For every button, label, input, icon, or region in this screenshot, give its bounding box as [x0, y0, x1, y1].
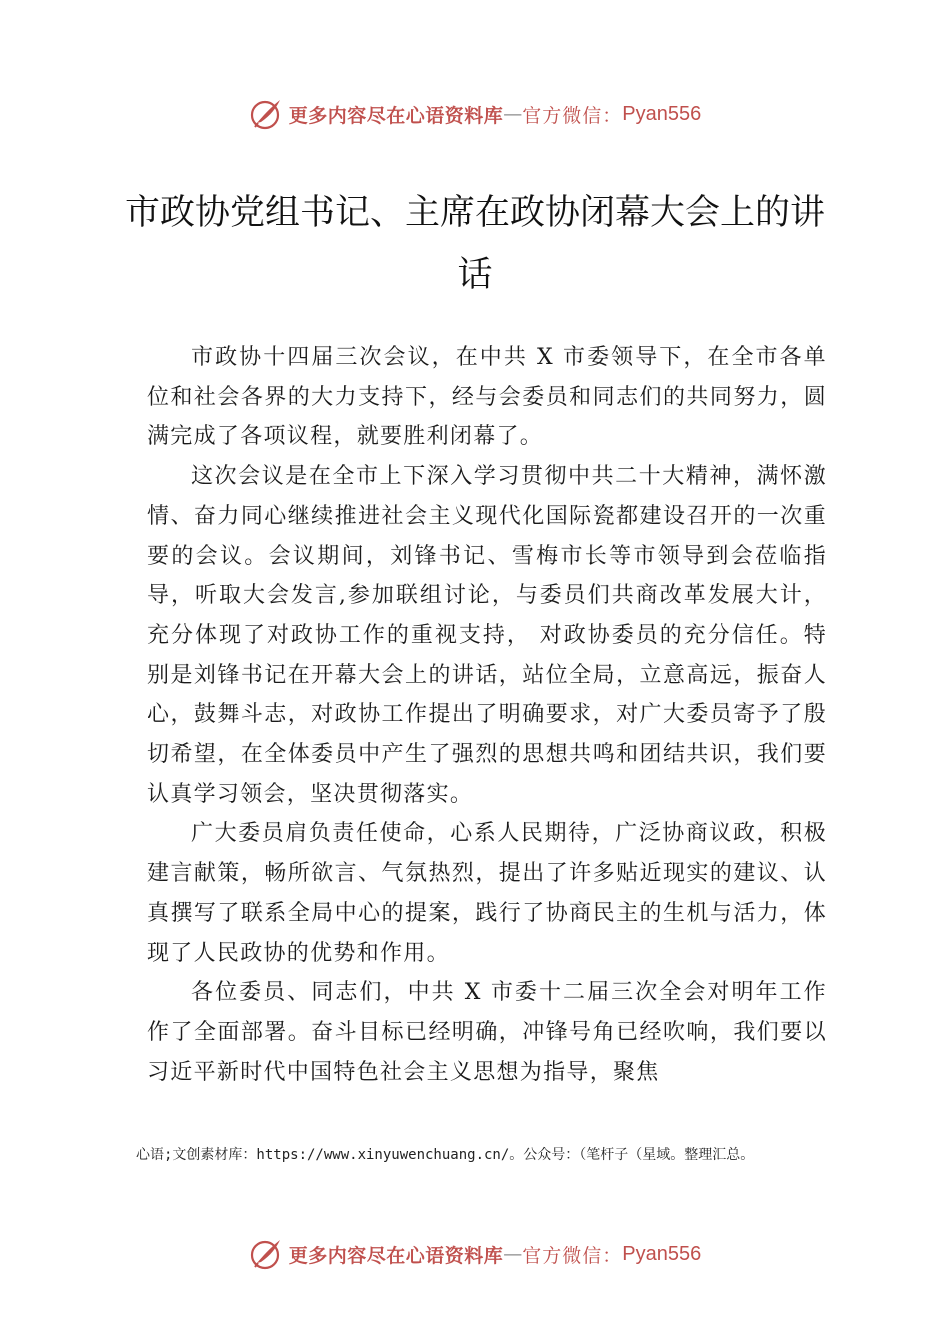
banner-wechat-label: 官方微信：: [522, 104, 623, 127]
quill-pen-logo-icon: [249, 96, 285, 132]
quill-pen-logo-icon: [249, 1236, 285, 1272]
paragraph: 市政协十四届三次会议，在中共 X 市委领导下，在全市各单位和社会各界的大力支持下，经与会委员和同志们的共同努力，圆满完成了各项议程，就要胜利闭幕了。: [147, 345, 827, 450]
document-body: [147, 338, 827, 1092]
banner-wechat-label: 官方微信：: [522, 1244, 623, 1267]
top-banner: [0, 94, 950, 134]
footer-note: 心语;文创素材库：https://www.xinyuwenchuang.cn/。公众号：（笔杆子（星域。整理汇总。: [136, 1147, 755, 1163]
banner-wechat-id: Pyan556: [622, 1242, 702, 1265]
paragraph: 广大委员肩负责任使命，心系人民期待，广泛协商议政，积极建言献策，畅所欲言、气氛热烈，提出了许多贴近现实的建议、认真撰写了联系全局中心的提案，践行了协商民主的生机与活力，体现了人民政协的优势和作用。: [147, 821, 827, 966]
bottom-banner: [0, 1234, 950, 1274]
banner-separator: —: [503, 1243, 523, 1265]
banner-separator: —: [503, 103, 523, 125]
paragraph: 这次会议是在全市上下深入学习贯彻中共二十大精神，满怀激情、奋力同心继续推进社会主义现代化国际瓷都建设召开的一次重要的会议。会议期间，刘锋书记、雪梅市长等市领导到会莅临指导，听取大会发言,参加联组讨论，与委员们共商改革发展大计，充分体现了对政协工作的重视支持， 对政协委员的充分信任。特别是刘锋书记在开幕大会上的讲话，站位全局，立意高远，振奋人心，鼓舞斗志，对政协工作提出了明确要求，对广大委员寄予了殷切希望，在全体委员中产生了强烈的思想共鸣和团结共识，我们要认真学习领会，坚决贯彻落实。: [147, 464, 827, 807]
paragraph: 各位委员、同志们，中共 X 市委十二届三次全会对明年工作作了全面部署。奋斗目标已经明确，冲锋号角已经吹响，我们要以习近平新时代中国特色社会主义思想为指导，聚焦: [147, 980, 827, 1085]
banner-main-text: 更多内容尽在心语资料库: [288, 1244, 504, 1267]
banner-wechat-id: Pyan556: [622, 102, 702, 125]
banner-main-text: 更多内容尽在心语资料库: [288, 104, 504, 127]
document-title: 市政协党组书记、主席在政协闭幕大会上的讲话: [124, 193, 825, 295]
